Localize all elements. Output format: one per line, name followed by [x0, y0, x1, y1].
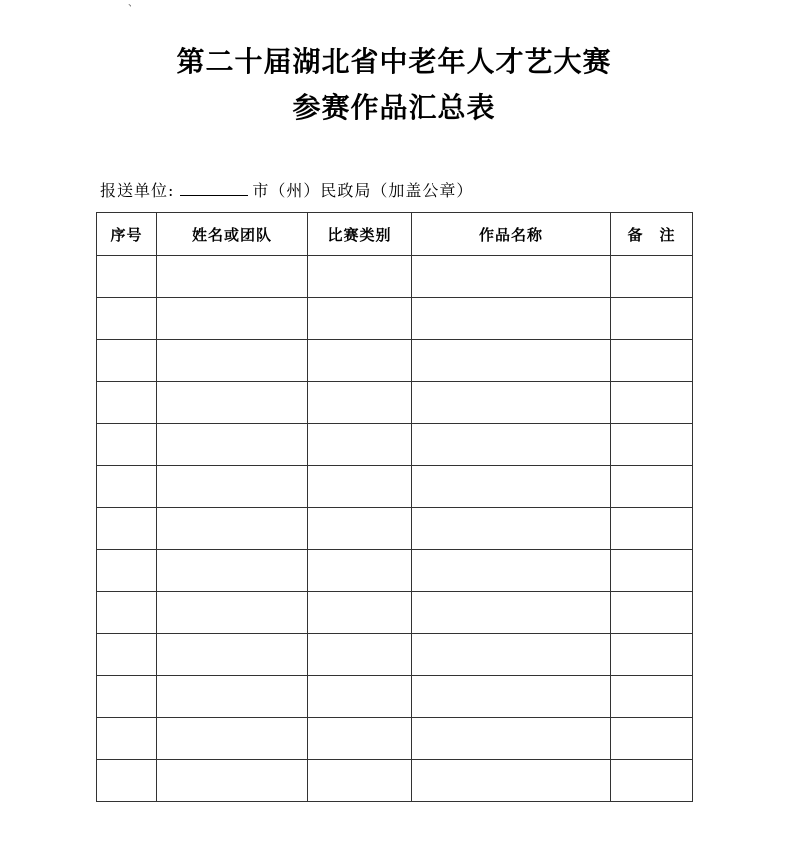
table-row: [97, 256, 693, 298]
cell-work-title[interactable]: [412, 382, 611, 424]
corner-mark: 、: [128, 0, 138, 9]
table-header-row: [97, 213, 693, 256]
cell-remarks[interactable]: [611, 466, 693, 508]
column-header-remarks: 备 注: [611, 213, 693, 256]
cell-number[interactable]: [97, 466, 157, 508]
cell-work-title[interactable]: [412, 340, 611, 382]
cell-name-or-team[interactable]: [157, 718, 308, 760]
cell-category[interactable]: [308, 592, 412, 634]
cell-number[interactable]: [97, 550, 157, 592]
cell-work-title[interactable]: [412, 718, 611, 760]
cell-name-or-team[interactable]: [157, 676, 308, 718]
cell-category[interactable]: [308, 424, 412, 466]
column-header-work-title: 作品名称: [412, 213, 611, 256]
cell-remarks[interactable]: [611, 550, 693, 592]
cell-remarks[interactable]: [611, 760, 693, 802]
cell-category[interactable]: [308, 466, 412, 508]
cell-remarks[interactable]: [611, 424, 693, 466]
cell-remarks[interactable]: [611, 634, 693, 676]
reporting-unit-blank[interactable]: [180, 181, 248, 196]
cell-number[interactable]: [97, 424, 157, 466]
cell-work-title[interactable]: [412, 592, 611, 634]
cell-number[interactable]: [97, 760, 157, 802]
cell-number[interactable]: [97, 340, 157, 382]
cell-work-title[interactable]: [412, 298, 611, 340]
cell-number[interactable]: [97, 382, 157, 424]
cell-name-or-team[interactable]: [157, 550, 308, 592]
table-row: [97, 382, 693, 424]
cell-number[interactable]: [97, 256, 157, 298]
cell-name-or-team[interactable]: [157, 382, 308, 424]
table-row: [97, 340, 693, 382]
cell-remarks[interactable]: [611, 256, 693, 298]
column-header-number: 序号: [97, 213, 157, 256]
table-body: [97, 256, 693, 802]
document-title: 第二十届湖北省中老年人才艺大赛: [176, 45, 612, 78]
cell-name-or-team[interactable]: [157, 508, 308, 550]
cell-work-title[interactable]: [412, 424, 611, 466]
cell-category[interactable]: [308, 298, 412, 340]
cell-category[interactable]: [308, 676, 412, 718]
table-row: [97, 760, 693, 802]
cell-name-or-team[interactable]: [157, 592, 308, 634]
table-row: [97, 676, 693, 718]
cell-name-or-team[interactable]: [157, 340, 308, 382]
cell-name-or-team[interactable]: [157, 256, 308, 298]
cell-remarks[interactable]: [611, 382, 693, 424]
cell-number[interactable]: [97, 592, 157, 634]
cell-number[interactable]: [97, 508, 157, 550]
cell-name-or-team[interactable]: [157, 466, 308, 508]
cell-work-title[interactable]: [412, 676, 611, 718]
table-row: [97, 466, 693, 508]
cell-work-title[interactable]: [412, 256, 611, 298]
column-header-category: 比赛类别: [308, 213, 412, 256]
table-row: [97, 298, 693, 340]
cell-work-title[interactable]: [412, 760, 611, 802]
cell-work-title[interactable]: [412, 466, 611, 508]
cell-name-or-team[interactable]: [157, 298, 308, 340]
cell-category[interactable]: [308, 508, 412, 550]
reporting-unit-label: 报送单位:: [100, 181, 175, 200]
table-row: [97, 550, 693, 592]
table-row: [97, 424, 693, 466]
cell-category[interactable]: [308, 718, 412, 760]
cell-number[interactable]: [97, 634, 157, 676]
cell-remarks[interactable]: [611, 298, 693, 340]
table-row: [97, 508, 693, 550]
table-row: [97, 592, 693, 634]
cell-work-title[interactable]: [412, 550, 611, 592]
cell-category[interactable]: [308, 256, 412, 298]
cell-number[interactable]: [97, 298, 157, 340]
table-row: [97, 718, 693, 760]
table-row: [97, 634, 693, 676]
cell-remarks[interactable]: [611, 340, 693, 382]
cell-category[interactable]: [308, 340, 412, 382]
cell-category[interactable]: [308, 760, 412, 802]
cell-remarks[interactable]: [611, 508, 693, 550]
cell-remarks[interactable]: [611, 718, 693, 760]
cell-remarks[interactable]: [611, 676, 693, 718]
entries-summary-table: [96, 212, 693, 802]
column-header-name-or-team: 姓名或团队: [157, 213, 308, 256]
cell-number[interactable]: [97, 718, 157, 760]
cell-category[interactable]: [308, 550, 412, 592]
cell-remarks[interactable]: [611, 592, 693, 634]
cell-category[interactable]: [308, 382, 412, 424]
cell-name-or-team[interactable]: [157, 424, 308, 466]
reporting-unit-row: [100, 178, 473, 201]
cell-number[interactable]: [97, 676, 157, 718]
reporting-unit-suffix: 市（州）民政局（加盖公章）: [252, 181, 474, 200]
document-subtitle: 参赛作品汇总表: [292, 91, 496, 124]
cell-name-or-team[interactable]: [157, 634, 308, 676]
cell-work-title[interactable]: [412, 634, 611, 676]
cell-name-or-team[interactable]: [157, 760, 308, 802]
cell-category[interactable]: [308, 634, 412, 676]
cell-work-title[interactable]: [412, 508, 611, 550]
